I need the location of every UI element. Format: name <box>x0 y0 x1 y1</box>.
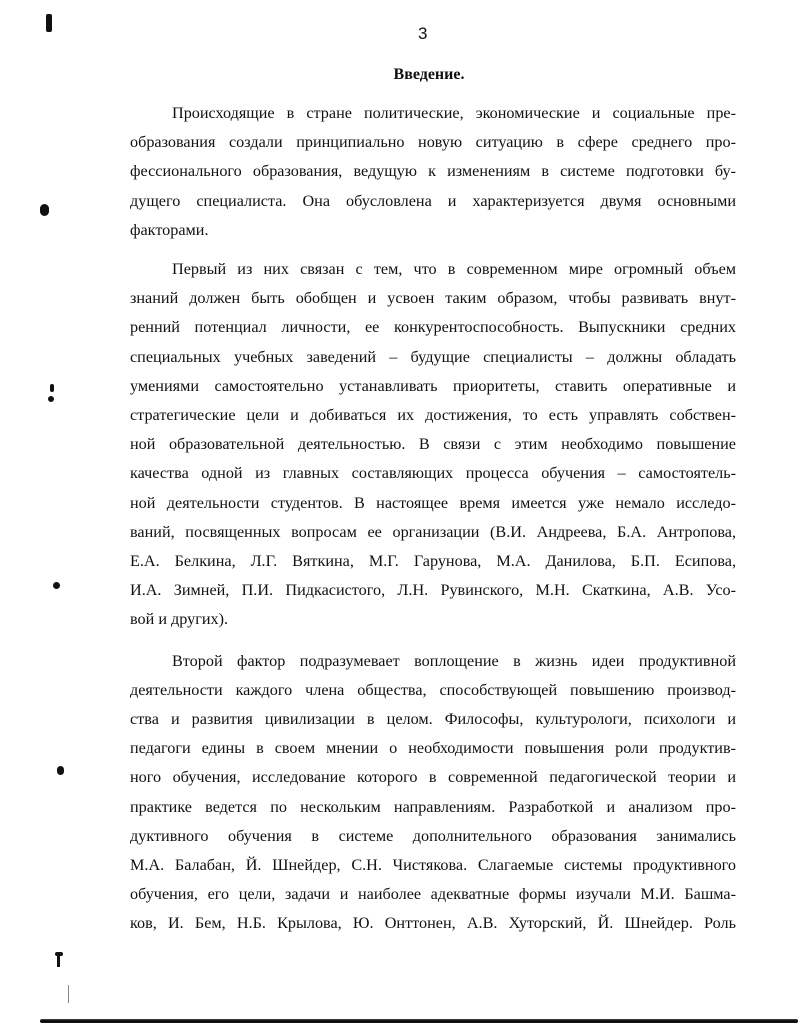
scan-mark <box>57 955 60 967</box>
text-line: педагоги едины в своем мнении о необходимости повышения роли продуктив- <box>130 739 736 758</box>
scan-mark <box>40 204 49 216</box>
text-line: дуктивного обучения в системе дополнительного образования занимались <box>130 826 736 845</box>
text-line: ного обучения, исследование которого в современной педагогической теории и <box>130 768 736 787</box>
text-line: образования создали принципиально новую ситуацию в сфере среднего про- <box>130 133 736 152</box>
text-line: качества одной из главных составляющих процесса обучения – самостоятель- <box>130 464 736 483</box>
text-line: вой и других). <box>130 610 229 629</box>
text-line: умениями самостоятельно устанавливать приоритеты, ставить оперативные и <box>130 376 736 395</box>
scan-mark <box>53 582 60 589</box>
document-body <box>130 99 736 939</box>
paragraph-3 <box>130 647 736 939</box>
page-heading: Введение. <box>393 66 465 83</box>
text-line: ренний потенциал личности, ее конкурентоспособность. Выпускники средних <box>130 318 736 337</box>
paragraph-2 <box>130 255 736 635</box>
text-line: знаний должен быть обобщен и усвоен таким образом, чтобы развивать внут- <box>130 289 736 308</box>
scan-mark <box>57 766 64 775</box>
text-line: дущего специалиста. Она обусловлена и характеризуется двумя основными <box>130 191 736 210</box>
text-line: Первый из них связан с тем, что в современном мире огромный объем <box>172 260 736 279</box>
text-line: ной деятельности студентов. В настоящее время имеется уже немало исследо- <box>130 493 736 512</box>
text-line: обучения, его цели, задачи и наиболее адекватные формы изучали М.И. Башма- <box>130 885 736 904</box>
page-number: 3 <box>418 24 428 43</box>
text-line: деятельности каждого члена общества, способствующей повышению производ- <box>130 680 736 699</box>
text-line: ной образовательной деятельностью. В связи с этим необходимо повышение <box>130 435 736 454</box>
text-line: ваний, посвященных вопросам ее организации (В.И. Андреева, Б.А. Антропова, <box>130 522 736 541</box>
text-line: практике ведется по нескольким направлениям. Разработкой и анализом про- <box>130 797 736 816</box>
text-line: И.А. Зимней, П.И. Пидкасистого, Л.Н. Рувинского, М.Н. Скаткина, А.В. Усо- <box>130 581 736 600</box>
scan-mark <box>68 985 69 1003</box>
scan-bottom-edge <box>40 1019 798 1023</box>
scan-mark <box>48 396 54 402</box>
text-line: Второй фактор подразумевает воплощение в жизнь идеи продуктивной <box>172 651 736 670</box>
text-line: стратегические цели и добиваться их достижения, то есть управлять собствен- <box>130 406 736 425</box>
scan-mark <box>50 384 54 392</box>
text-line: факторами. <box>130 220 209 239</box>
paragraph-1 <box>130 99 736 245</box>
text-line: Е.А. Белкина, Л.Г. Вяткина, М.Г. Гарунова, М.А. Данилова, Б.П. Есипова, <box>130 552 736 571</box>
scan-mark <box>46 14 52 32</box>
text-line: Происходящие в стране политические, экономические и социальные пре- <box>172 104 736 122</box>
text-line: М.А. Балабан, Й. Шнейдер, С.Н. Чистякова. Слагаемые системы продуктивного <box>130 856 736 875</box>
text-line: ков, И. Бем, Н.Б. Крылова, Ю. Онттонен, А.В. Хуторский, Й. Шнейдер. Роль <box>130 914 736 933</box>
text-line: фессионального образования, ведущую к изменениям в системе подготовки бу- <box>130 162 736 181</box>
text-line: ства и развития цивилизации в целом. Философы, культурологи, психологи и <box>130 710 736 729</box>
text-line: специальных учебных заведений – будущие специалисты – должны обладать <box>130 347 736 366</box>
